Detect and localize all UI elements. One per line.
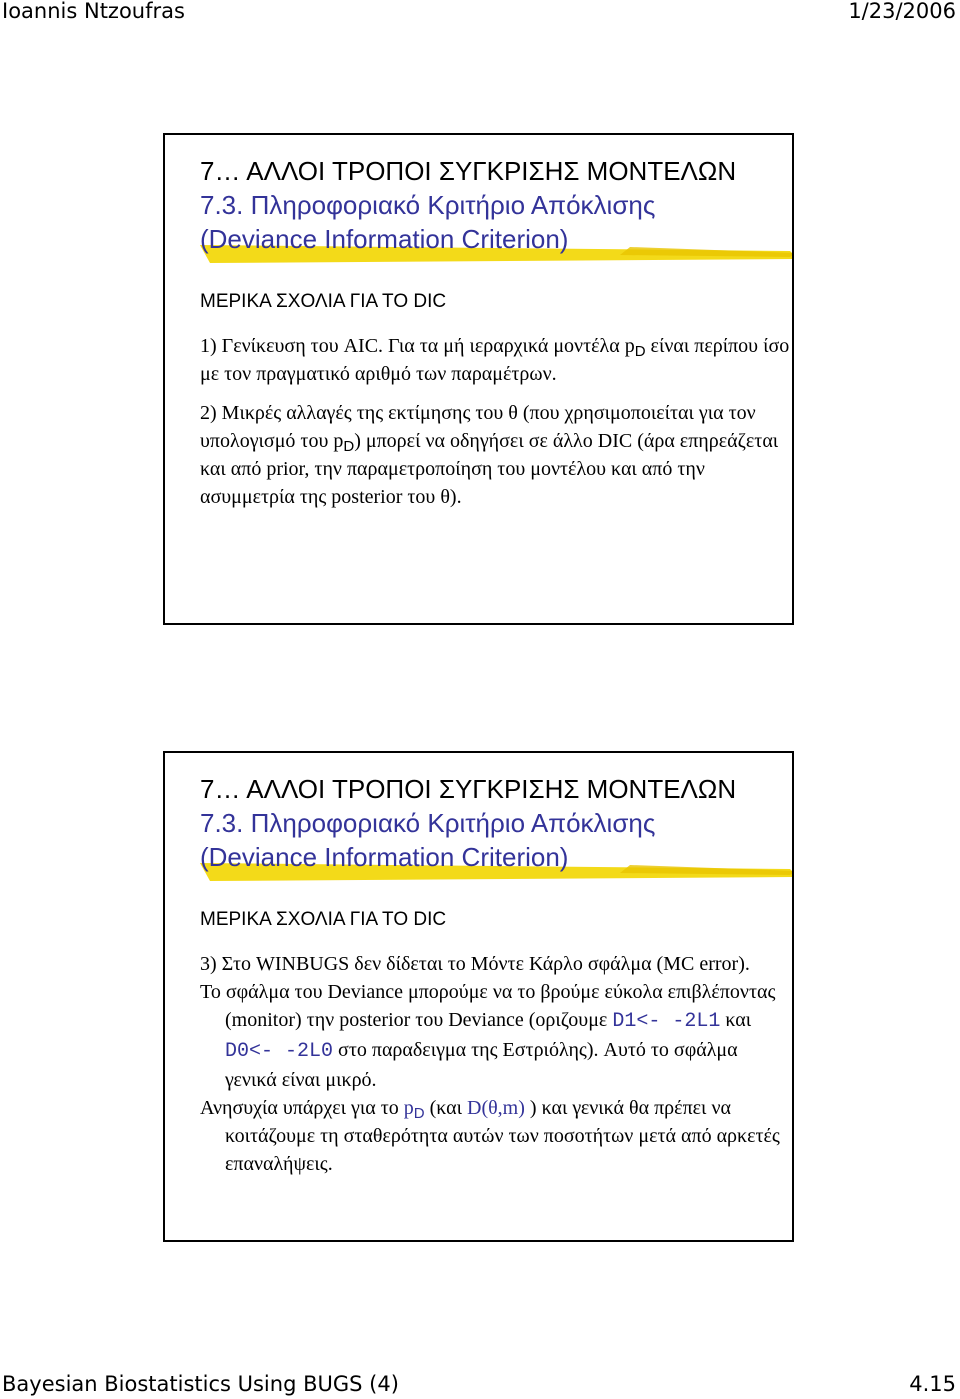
comment-3: 3) Στο WINBUGS δεν δίδεται το Μόντε Κάρλο σφάλμα (MC error). bbox=[200, 953, 750, 975]
slide-title-line1: 7… ΑΛΛΟΙ ΤΡΟΠΟΙ ΣΥΓΚΡΙΣΗΣ ΜΟΝΤΕΛΩΝ bbox=[200, 774, 737, 804]
slide-1 bbox=[163, 133, 794, 625]
subscript-d: D bbox=[413, 1105, 425, 1122]
slide-title-line2: 7.3. Πληροφοριακό Κριτήριο Απόκλισης bbox=[200, 808, 656, 838]
comments-block bbox=[200, 950, 790, 1178]
header-author: Ioannis Ntzoufras bbox=[2, 0, 185, 23]
code-d0: D0<- -2L0 bbox=[225, 1040, 334, 1063]
comment-5: Ανησυχία υπάρχει για το $p_D$ (και D(θ,m) ) και γενικά θα πρέπει να κοιτάζουμε τη σταθερότητα αυτών των ποσοτήτων μετά από αρκετές επαναλήψεις. bbox=[200, 1097, 780, 1175]
slide-2 bbox=[163, 751, 794, 1242]
subscript-d: D bbox=[634, 343, 646, 360]
footer-course: Bayesian Biostatistics Using BUGS (4) bbox=[2, 1372, 399, 1396]
slide-title bbox=[200, 154, 790, 256]
section-label: ΜΕΡΙΚΑ ΣΧΟΛΙΑ ΓΙΑ ΤΟ DIC bbox=[200, 909, 447, 930]
slide-title bbox=[200, 772, 790, 874]
code-d1: D1<- -2L1 bbox=[612, 1010, 721, 1033]
slide-title-line3: (Deviance Information Criterion) bbox=[200, 224, 569, 254]
header-date: 1/23/2006 bbox=[848, 0, 956, 23]
subscript-d: D bbox=[343, 438, 355, 455]
slide-title-line2: 7.3. Πληροφοριακό Κριτήριο Απόκλισης bbox=[200, 190, 656, 220]
slide-title-line1: 7… ΑΛΛΟΙ ΤΡΟΠΟΙ ΣΥΓΚΡΙΣΗΣ ΜΟΝΤΕΛΩΝ bbox=[200, 156, 737, 186]
comment-2: 2) Μικρές αλλαγές της εκτίμησης του θ (που χρησιμοποιείται για τον υπολογισμό του $p_D$) μπορεί να οδηγήσει σε άλλο DIC (άρα επηρεάζεται και από prior, την παραμετροποίηση του μοντέλου και από την ασυμμετρία της posterior του θ). bbox=[200, 402, 779, 508]
footer-page-number: 4.15 bbox=[909, 1372, 956, 1396]
comment-1: 1) Γενίκευση του AIC. Για τα μή ιεραρχικά μοντέλα $p_D$ είναι περίπου ίσο με τον πραγματικό αριθμό των παραμέτρων. bbox=[200, 335, 790, 385]
slide-title-line3: (Deviance Information Criterion) bbox=[200, 842, 569, 872]
section-label: ΜΕΡΙΚΑ ΣΧΟΛΙΑ ΓΙΑ ΤΟ DIC bbox=[200, 291, 447, 312]
comment-4: Το σφάλμα του Deviance μπορούμε να το βρούμε εύκολα επιβλέποντας (monitor) την posterior του Deviance (οριζουμε D1<- -2L1 και D0<- -2L0 στο παραδειγμα της Εστριόλης). Αυτό το σφάλμα γενικά είναι μικρό. bbox=[200, 981, 776, 1091]
